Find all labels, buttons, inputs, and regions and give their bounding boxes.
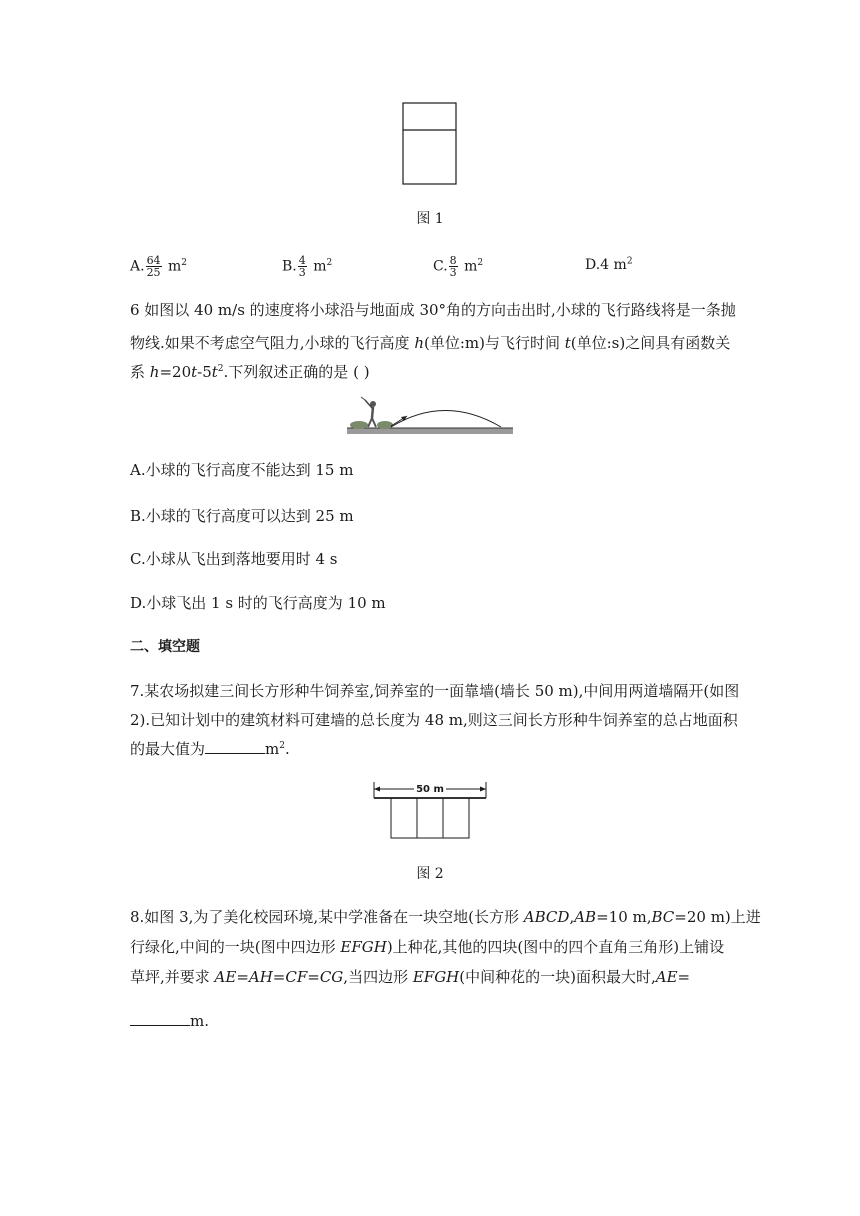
wall-length-label: 50 m [416,784,444,795]
option-c: C. $\frac{8}{3}$ $m^2$ [433,254,484,279]
q6-option-b: B.小球的飞行高度可以达到 25 m [130,507,354,525]
q6-option-a: A.小球的飞行高度不能达到 15 m [130,461,354,479]
option-a: A. $\frac{64}{25}$ $m^2$ [130,254,188,279]
q8-line-1: 8.如图 3,为了美化校园环境,某中学准备在一块空地(长方形 ABCD,AB=10 m,BC=20 m)上进 [130,908,761,926]
q6-line-3: 系 $h=20t-5t^2$.下列叙述正确的是 ( ) [130,363,370,381]
q8-line-2: 行绿化,中间的一块(图中四边形 EFGH)上种花,其他的四块(图中的四个直角三角形)上铺设 [130,938,725,956]
q6-option-d: D.小球飞出 1 s 时的飞行高度为 10 m [130,594,386,612]
answer-blank[interactable] [130,1011,190,1026]
answer-blank[interactable] [205,739,265,754]
q7-line-2: 2).已知计划中的建筑材料可建墙的总长度为 48 m,则这三间长方形种牛饲养室的总占地面积 [130,711,738,729]
figure-1-diagram [402,102,458,186]
q8-line-4: m. [130,1011,209,1031]
figure-2-caption: 图 2 [416,866,444,882]
golfer-parabola-illustration [345,396,515,440]
figure-2-diagram [370,780,490,840]
q7-line-1: 7.某农场拟建三间长方形种牛饲养室,饲养室的一面靠墙(墙长 50 m),中间用两道墙隔开(如图 [130,682,740,700]
q6-option-c: C.小球从飞出到落地要用时 4 s [130,550,338,568]
option-d: D.4 $m^2$ [585,256,633,273]
figure-1-caption: 图 1 [416,211,444,227]
section-heading-fill-in: 二、填空题 [130,639,200,655]
q7-line-3: 的最大值为 $m^2$. [130,740,290,758]
q8-line-3: 草坪,并要求 AE=AH=CF=CG,当四边形 EFGH(中间种花的一块)面积最大时,AE= [130,968,691,986]
q6-line-1: 6 如图以 40 m/s 的速度将小球沿与地面成 30°角的方向击出时,小球的飞行路线将是一条抛 [130,301,736,319]
option-b: B. $\frac{4}{3}$ $m^2$ [282,254,333,279]
q6-line-2: 物线.如果不考虑空气阻力,小球的飞行高度 h(单位:m)与飞行时间 t(单位:s)之间具有函数关 [130,334,731,352]
